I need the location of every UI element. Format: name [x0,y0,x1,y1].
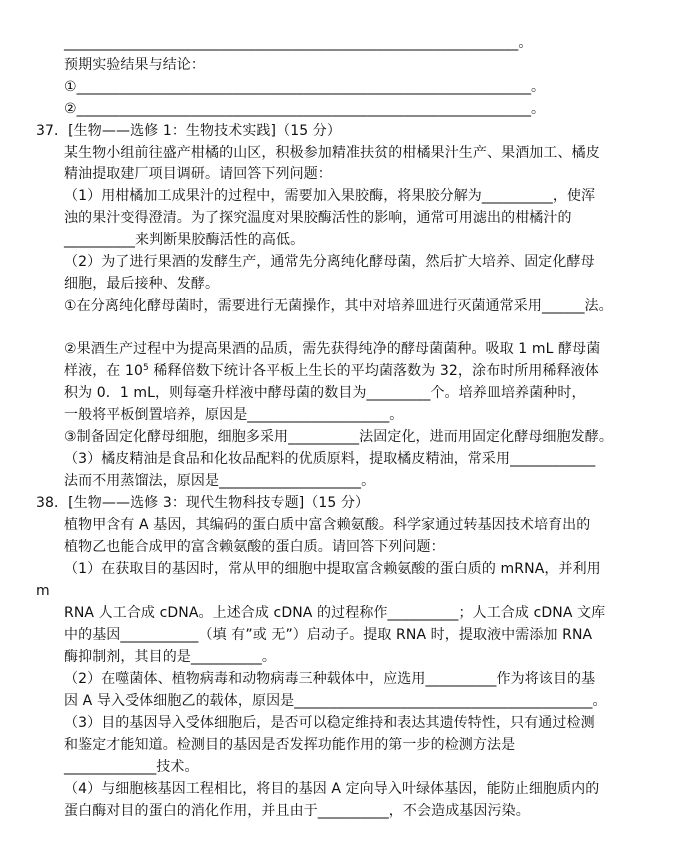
q38-part3-line-3: _____________技术。 [64,759,199,775]
q37-part2-item3: ③制备固定化酵母细胞，细胞多采用__________法固定化，进而用固定化酵母细胞发酵。 [64,429,613,445]
q37-part2-item1: ①在分离纯化酵母菌时，需要进行无菌操作，其中对培养皿进行灭菌通常采用______法。 [64,298,613,314]
q37-part1-line-2: 浊的果汁变得澄清。为了探究温度对果胶酶活性的影响，通常可用滤出的柑橘汁的 [64,210,572,226]
q38-part1-line-3: 中的基因___________（填 有”或 无”）启动子。提取 RNA 时，提取液中需添加 RNA [64,627,593,643]
q38-part1-line-2: RNA 人工合成 cDNA。上述合成 cDNA 的过程称作__________；人工合成 cDNA 文库 [64,605,606,621]
q38-part1-line-1: （1）在获取目的基因时，常从甲的细胞中提取富含赖氨酸的蛋白质的 mRNA，并利用 [64,561,601,577]
q38-part4-line-2: 蛋白酶对目的蛋白的消化作用，并且由于__________，不会造成基因污染。 [64,803,530,819]
q37-part2-item2-line-3: 积为 0．1 mL，则每毫升样液中酵母菌的数目为_________个。培养皿培养菌种时， [64,385,586,401]
q38-intro-line-2: 植物乙也能合成甲的富含赖氨酸的蛋白质。请回答下列问题： [64,539,445,555]
q38-part4-line-1: （4）与细胞核基因工程相比，将目的基因 A 定向导入叶绿体基因，能防止细胞质内的 [64,781,600,797]
q38-part1-line-4: 酶抑制剂，其目的是__________。 [64,649,276,665]
q37-part2-item2-line-4: 一般将平板倒置培养，原因是____________________。 [64,407,404,423]
q37-part3-line-2: 法而不用蒸馏法，原因是____________________。 [64,473,376,489]
q38-part2-line-1: （2）在噬菌体、植物病毒和动物病毒三种载体中，应选用__________作为将该目的基 [64,671,596,687]
conclusion-blank-line: ________________________________________________________________。 [64,35,533,51]
q37-part2-item2-line-2 [64,361,599,381]
q38-part1-wrap-char: m [36,583,50,599]
q37-part2-line-1: （2）为了进行果酒的发酵生产，通常先分离纯化酵母菌，然后扩大培养、固定化酵母 [64,254,595,270]
q37-intro-line-2: 精油提取建厂项目调研。请回答下列问题： [64,166,332,182]
result-line-2: ②________________________________________________________________。 [64,101,546,117]
q38-part2-line-2: 因 A 导入受体细胞乙的载体，原因是__________________________________________。 [64,693,607,709]
q38-part3-line-2: 和鉴定才能知道。检测目的基因是否发挥功能作用的第一步的检测方法是 [64,737,516,753]
q37-part3-line-1: （3）橘皮精油是食品和化妆品配料的优质原料，提取橘皮精油，常采用____________ [64,451,596,467]
q38-part3-line-1: （3）目的基因导入受体细胞后，是否可以稳定维持和表达其遗传特性，只有通过检测 [64,715,595,731]
question-38-title: 38．[生物——选修 3：现代生物科技专题]（15 分） [36,495,370,511]
q37-line-text-b: 稀释倍数下统计各平板上生长的平均菌落数为 32，涂布时所用稀释液体 [148,363,599,379]
result-line-1: ①________________________________________________________________。 [64,79,546,95]
expected-results-heading: 预期实验结果与结论： [64,57,205,73]
q37-part1-line-3: __________来判断果胶酶活性的高低。 [64,232,305,248]
q37-part2-line-2: 细胞，最后接种、发酵。 [64,276,220,292]
q37-part2-item2-line-1: ②果酒生产过程中为提高果酒的品质，需先获得纯净的酵母菌菌种。吸取 1 mL 酵母菌 [64,341,601,357]
q37-line-text-a: 样液，在 10 [64,363,143,379]
q37-part1-line-1: （1）用柑橘加工成果汁的过程中，需要加入果胶酶，将果胶分解为__________，使浑 [64,188,596,204]
q38-intro-line-1: 植物甲含有 A 基因，其编码的蛋白质中富含赖氨酸。科学家通过转基因技术培育出的 [64,517,591,533]
question-37-title: 37．[生物——选修 1：生物技术实践]（15 分） [36,123,341,139]
q37-intro-line-1: 某生物小组前往盛产柑橘的山区，积极参加精准扶贫的柑橘果汁生产、果酒加工、橘皮 [64,145,600,161]
exponent: 5 [142,363,149,373]
